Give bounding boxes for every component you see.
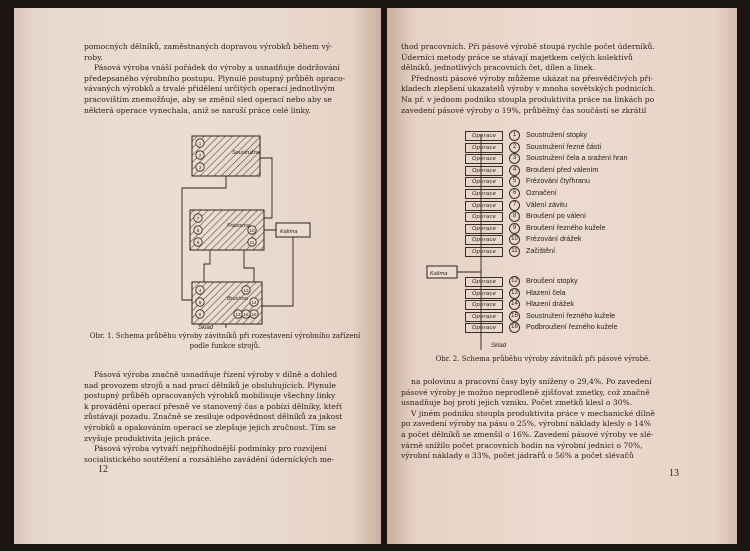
label-frezovna: Frézovna [227,223,250,229]
text-line: V jiném podniku stoupla produktivita práce v mechanické dílně [411,408,655,418]
operation-label: Soustružení stopky [526,130,588,139]
right-page-number: 13 [669,468,679,479]
figure-1-sklad-label: Sklad [198,325,214,331]
text-line: k provádění operací přesně ve stanovený čas a pobízí dělníky, kteří [84,401,342,411]
figure-1-caption [84,332,366,351]
operation-number: 8 [509,211,520,222]
operation-label: Hlazení drážek [526,299,574,309]
text-line: roby. [84,52,103,62]
operation-label: Broušení před válením [526,164,599,174]
text-line: Přednosti pásové výroby můžeme ukázat na přesvědčivých pří- [411,73,654,83]
text-line: postupný průběh opracovaných výrobků mobilisuje všechny linky [84,391,336,401]
operation-number: 5 [509,176,520,187]
operation-box: Operace [465,289,503,299]
number-circle-label: 7 [196,215,200,221]
number-circle-label: 5 [198,299,202,305]
operation-label: Frézování čtyřhranu [526,176,590,186]
operation-box: Operace [465,189,503,199]
operation-box: Operace [465,323,503,333]
text-line: výrobků a opakováním operací se zlepšuje jejich zručnost. Tím se [84,422,336,432]
operation-box: Operace [465,312,503,322]
label-brusirna: Brusírna [227,296,248,302]
right-paragraph-block-2 [401,377,685,462]
number-circle-label: 14 [251,299,257,305]
text-line: a počet dělníků se zmenšil o 16%. Zavedení pásové výroby ve slé- [401,429,654,439]
label-soustruzna: Soustružna [232,150,260,156]
figure-2-connectors [387,126,737,356]
figure-2-caption: Obr. 2. Schema průběhu výroby závitníků při pásové výrobě. [435,355,651,363]
operation-box: Operace [465,247,503,257]
box1-number-circles [196,139,204,171]
number-circle-label: 1 [198,140,202,146]
text-line: usnadňuje boj proti jejich vzniku. Počet zmetků klesl o 30%. [401,398,633,408]
text-line: pracovištím znemožňuje, aby se změnil sled operací nebo aby se [84,94,332,104]
operation-number: 16 [509,322,520,333]
number-circle-label: 2 [198,152,202,158]
text-line: Pásová výroba vytváří nejpříhodnější podmínky pro rozvíjení [94,444,327,454]
operation-number: 6 [509,188,520,199]
left-page [14,8,381,544]
text-line: thod pracovních. Při pásové výrobě stoupá rychle počet úderníků. [401,42,655,51]
operation-label: Označení [526,188,557,197]
caption-line: podle funkce strojů. [189,341,261,350]
operation-label: Podbroušení řezného kužele [526,322,618,332]
operation-number: 7 [509,200,520,211]
operation-box: Operace [465,166,503,176]
operation-number: 15 [509,311,520,322]
operation-box: Operace [465,143,503,153]
flow-lines-2 [457,134,481,350]
operation-number: 11 [509,246,520,257]
text-line: kladech zlepšení ukazatelů výroby v mnoha sovětských podnicích. [401,84,656,94]
figure-2-sklad-label: Sklad [491,343,507,349]
label-kalirna: Kalírna [280,229,298,235]
figure-1-diagram [14,128,381,328]
operation-label: Soustružení řezného kužele [526,310,616,320]
operation-box: Operace [465,131,503,141]
text-line: Pásová výroba značně usnadňuje řízení výroby v dílně a dohled [94,370,338,379]
text-line: Pásová výroba vnáší pořádek do výroby a usnadňuje dodržování [94,63,340,73]
text-line: socialistického soutěžení a rozsáhlého zavádění úderníckých me- [84,454,335,464]
number-circle-label: 12 [235,311,241,317]
operation-number: 9 [509,223,520,234]
operation-label: Soustružení řezné části [526,141,602,151]
text-line: předepsaného výrobního postupu. Plynulé postupný průběh opraco- [84,73,346,83]
text-line: nad provozem strojů a nad prací dělníků je obsluhujících. Plynule [84,380,336,390]
text-line: na polovinu a pracovní časy byly sníženy o 29,4%. Po zavedení [411,377,652,386]
operation-number: 10 [509,234,520,245]
operation-number: 2 [509,142,520,153]
number-circle-label: 9 [196,239,200,245]
operation-number: 1 [509,130,520,141]
text-line: pomocných dělníků, zaměstnaných dopravou výrobků během vý- [84,42,333,51]
operation-box: Operace [465,224,503,234]
operation-number: 4 [509,165,520,176]
operation-number: 13 [509,288,520,299]
operation-box: Operace [465,235,503,245]
text-line: Úderníci metody práce se stávají majetkem celých kolektivů [401,52,633,62]
left-paragraph-block-2 [84,370,366,465]
text-line: zůstávají pozadu. Značně se zesiluje odpovědnost dělníků za jakost [84,412,343,422]
label-kalirna-2: Kalírna [430,271,448,277]
operation-box: Operace [465,300,503,310]
number-circle-label: 11 [249,239,255,245]
operation-box: Operace [465,177,503,187]
left-paragraph-block-1 [84,42,366,116]
text-line: dělníků, jednotlivých pracovních čet, dílen a linek. [401,63,595,73]
text-line: pásové výroby je možno neprodleně zjišťovat zmetky, což značně [401,387,650,397]
operation-label: Hlazení čela [526,287,566,297]
operation-label: Broušení řezného kužele [526,222,606,232]
operation-label: Soustružení čela a sražení hran [526,153,628,163]
text-line: zavedení pásové výroby o 19%, průběžný čas součástí se zkrátil [401,105,647,115]
operation-label: Broušení po válení [526,211,586,221]
text-line: některá operace vynechala, aniž se naruší práce celé linky. [84,105,311,115]
right-page [387,8,737,544]
caption-line: Obr. 1. Schema průběhu výroby závitníků při rozestavení výrobního zařízení [89,332,361,340]
operation-box: Operace [465,201,503,211]
number-circle-label: 15 [251,311,257,317]
number-circle-label: 3 [198,164,202,170]
operation-label: Začištění [526,246,556,255]
text-line: Na př. v jednom podniku stoupla produktivita práce na linkách po [401,94,655,104]
number-circle-label: 8 [196,227,200,233]
number-circle-label: 13 [243,287,249,293]
operation-box: Operace [465,154,503,164]
operation-box: Operace [465,212,503,222]
text-line: po zavedení výroby na pásu o 25%, výrobní náklady klesly o 14% [401,419,652,429]
right-paragraph-block-1 [401,42,685,116]
operation-box: Operace [465,277,503,287]
operation-label: Frézování drážek [526,234,582,244]
operation-label: Broušení stopky [526,276,578,285]
text-line: zvyšuje produktivita jejich práce. [84,433,212,443]
number-circle-label: 16 [243,311,249,317]
text-line: várně snížilo počet pracovních hodin na výrobní jednici o 70%, [401,440,643,450]
operation-number: 3 [509,153,520,164]
text-line: vávaných výrobků a trvalé přidělení určitých operací jednotlivým [84,84,335,94]
number-circle-label: 10 [249,227,255,233]
number-circle-label: 6 [198,311,202,317]
operation-number: 14 [509,299,520,310]
operation-label: Válení závitu [526,199,568,209]
number-circle-label: 4 [198,287,202,293]
text-line: výrobní náklady o 33%, počet jádrařů o 56% a počet slévačů [401,451,634,461]
left-page-number: 12 [98,464,108,475]
operation-number: 12 [509,276,520,287]
